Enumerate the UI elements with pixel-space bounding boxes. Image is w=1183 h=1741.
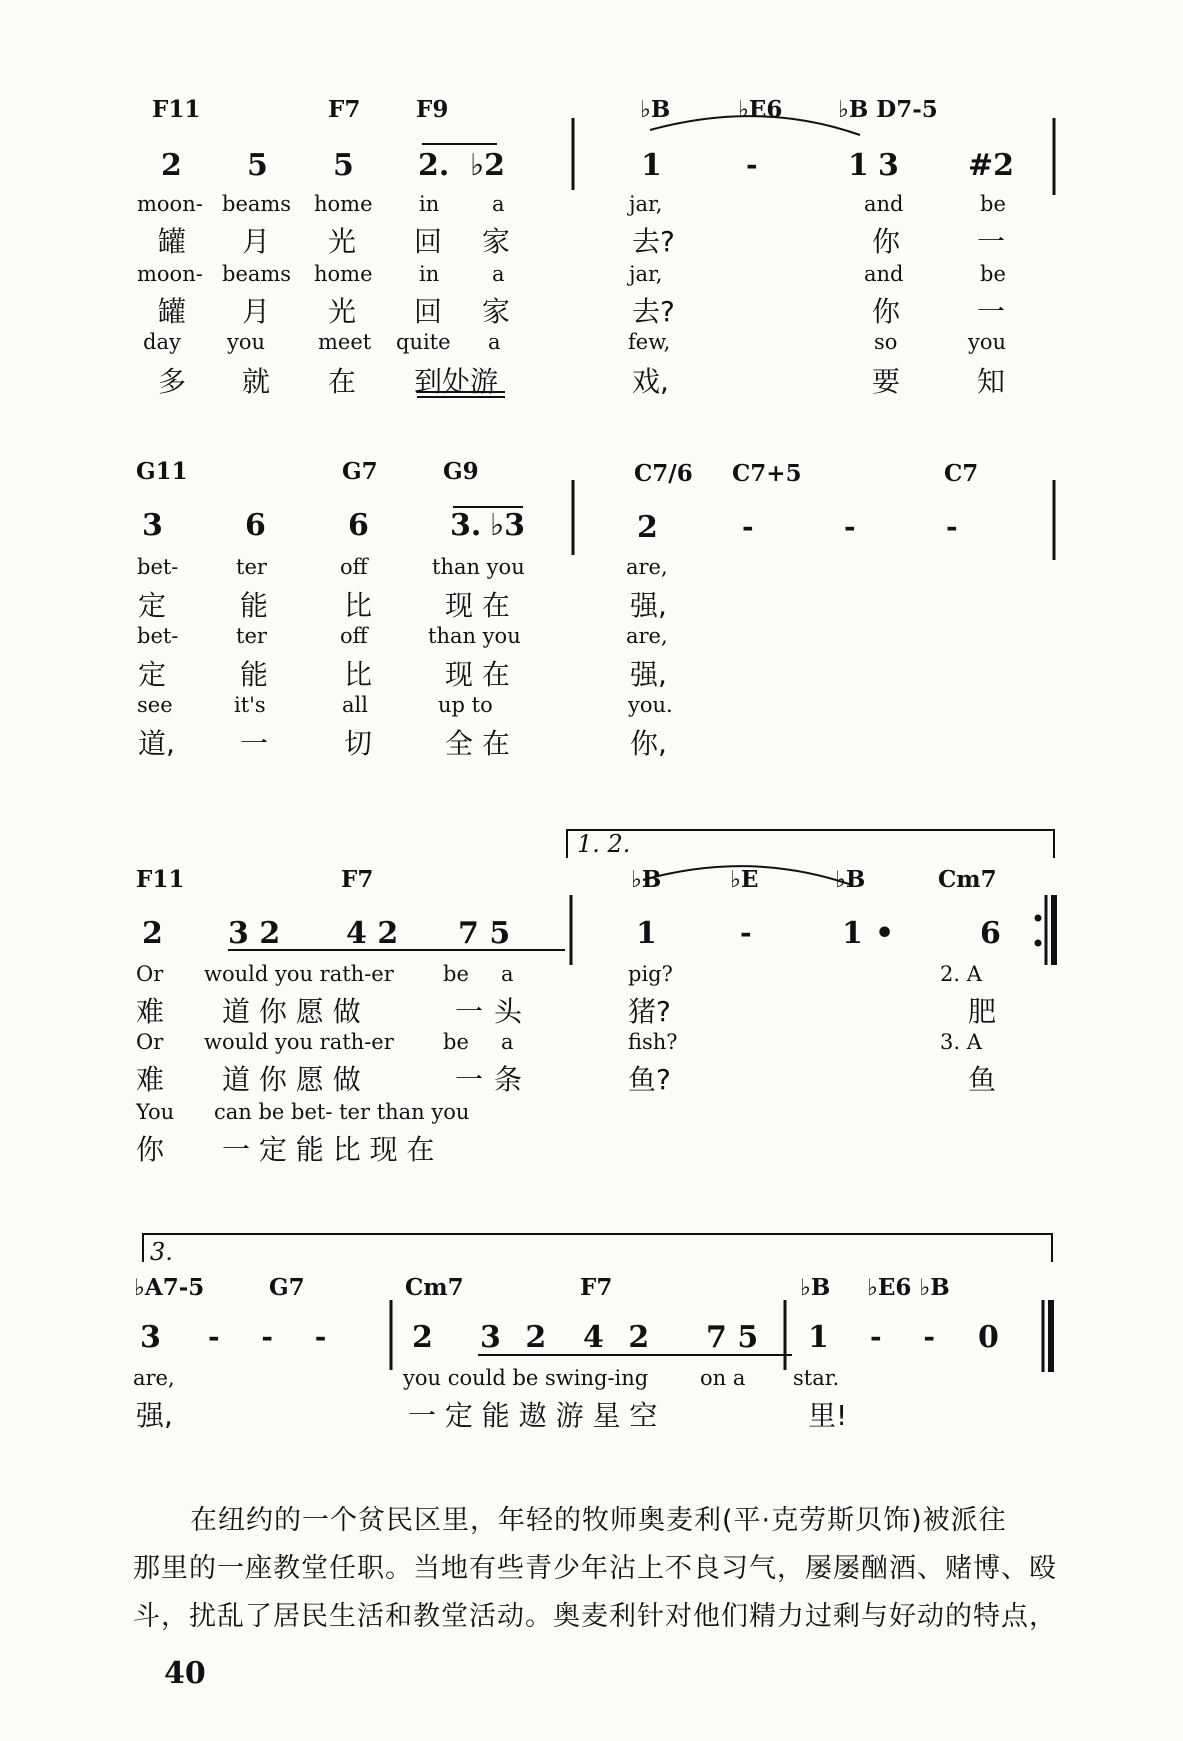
lyric: on a [700,1366,746,1390]
note: 7 5 [458,916,511,951]
lyric: 全 在 [445,727,510,760]
chord: Cm7 [938,866,997,893]
lyric: 难 [136,1063,165,1096]
lyric: and [864,262,904,286]
lyric: 罐 [158,295,187,328]
lyric: 月 [242,295,271,328]
note: - [742,510,754,543]
note: 6 [245,508,266,543]
lyric: can be bet- ter than you [214,1100,470,1124]
lyric: 现 在 [445,658,510,691]
lyric: 定 [138,589,167,622]
lyric: see [137,693,173,717]
note: - [844,510,856,543]
chord: F9 [416,96,449,123]
chord: C7 [944,460,979,487]
note: 5 [333,148,354,183]
note: - - [870,1320,951,1353]
lyric: 头 [494,995,523,1028]
lyric: 鱼? [628,1063,671,1096]
lyric: moon- [137,262,203,286]
lyric: fish? [628,1030,678,1054]
lyric: 一 [240,727,269,760]
chord: F7 [580,1274,613,1301]
chord: ♭A7-5 [134,1274,205,1301]
lyric: would you rath-er [204,1030,394,1054]
lyric: beams [222,262,292,286]
lyric: you [968,330,1007,354]
chord: Cm7 [405,1274,464,1301]
lyric: 肥 [968,995,997,1028]
chord: ♭B [800,1274,831,1301]
lyric: few, [628,330,671,354]
lyric: all [342,693,368,717]
note: 0 [978,1320,999,1355]
lyric: 回 [414,295,443,328]
chord: F11 [152,96,201,123]
chord: C7+5 [732,460,802,487]
lyric: 月 [242,225,271,258]
lyric: a [501,962,514,986]
lyric: 罐 [158,225,187,258]
note: 1 [842,916,863,951]
note: 1 [848,148,869,183]
lyric: 强, [136,1399,173,1432]
lyric: 一 [977,225,1006,258]
lyric: 光 [328,225,357,258]
lyric: star. [793,1366,840,1390]
lyric: 就 [242,365,271,398]
note: 2 [161,148,182,183]
lyric: home [314,192,373,216]
lyric: you. [628,693,673,717]
lyric: are, [626,555,668,579]
chord: ♭B [640,96,671,123]
note: 3 2 [228,916,281,951]
note: 3 [142,508,163,543]
note: 2 [142,916,163,951]
chord: F7 [341,866,374,893]
note: ♭3 [490,508,526,543]
lyric: 强, [630,658,667,691]
lyric: 能 [240,658,269,691]
lyric: 你, [630,727,667,760]
chord: ♭E6 [738,96,783,123]
note: 5 [247,148,268,183]
chord: ♭E [730,866,759,893]
chord: G11 [136,458,188,485]
lyric: a [501,1030,514,1054]
lyric: be [443,1030,469,1054]
paragraph-line: 那里的一座教堂任职。当地有些青少年沾上不良习气，屡屡酗酒、赌博、殴 [133,1553,1057,1584]
note: #2 [968,148,1015,183]
lyric: be [443,962,469,986]
lyric: 到处游 [414,365,499,398]
lyric: in [419,262,440,286]
lyric: 你 [872,295,901,328]
lyric: are, [133,1366,175,1390]
lyric: 一 [977,295,1006,328]
paragraph-line: 斗，扰乱了居民生活和教堂活动。奥麦利针对他们精力过剩与好动的特点， [133,1601,1057,1632]
note: 3 [878,148,899,183]
lyric: you could be swing-ing [403,1366,649,1390]
lyric: 知 [977,365,1006,398]
lyric: a [492,192,505,216]
lyric: and [864,192,904,216]
lyric: so [874,330,898,354]
lyric: bet- [137,624,179,648]
lyric: 里! [808,1399,848,1432]
volta-label: 3. [150,1238,173,1266]
lyric: home [314,262,373,286]
lyric: Or [136,962,164,986]
lyric: 能 [240,589,269,622]
note: 1 [641,148,662,183]
lyric: 切 [344,727,373,760]
lyric: 戏, [632,365,669,398]
lyric: 去? [632,295,675,328]
lyric: off [340,555,368,579]
lyric: You [136,1100,175,1124]
lyric: 去? [632,225,675,258]
note: 3. [450,508,482,543]
lyric: bet- [137,555,179,579]
lyric: quite [396,330,451,354]
volta-label: 1. 2. [577,830,631,858]
note: - [746,148,758,181]
lyric: 你 [136,1133,165,1166]
note: 4 2 [346,916,399,951]
lyric: than you [428,624,521,648]
lyric: day [143,330,181,354]
chord: G7 [342,458,378,485]
note: 4 2 [583,1320,650,1355]
lyric: 现 在 [445,589,510,622]
note: 2 [637,510,658,545]
note: 3 [140,1320,161,1355]
lyric: 在 [328,365,357,398]
lyric: a [492,262,505,286]
lyric: 道, [138,727,175,760]
lyric: jar, [629,262,663,286]
chord: ♭B [631,866,662,893]
chord: G9 [443,458,479,485]
note: 6 [348,508,369,543]
lyric: 比 [344,589,373,622]
note: 2 [412,1320,433,1355]
lyric: 强, [630,589,667,622]
paragraph-line: 在纽约的一个贫民区里，年轻的牧师奥麦利(平·克劳斯贝饰)被派往 [190,1505,1007,1536]
lyric: meet [318,330,372,354]
lyric: beams [222,192,292,216]
lyric: are, [626,624,668,648]
lyric: 多 [158,365,187,398]
lyric: than you [432,555,525,579]
lyric: off [340,624,368,648]
note: 1 [636,916,657,951]
lyric: 条 [494,1063,523,1096]
lyric: 2. A [940,962,982,986]
lyric: 难 [136,995,165,1028]
lyric: would you rath-er [204,962,394,986]
note: 1 [808,1320,829,1355]
lyric: ter [236,624,267,648]
lyric: a [488,330,501,354]
note: ♭2 [470,148,506,183]
lyric: 道 你 愿 做 [222,1063,361,1096]
page-number: 40 [164,1656,206,1691]
lyric: 你 [872,225,901,258]
lyric: 比 [344,658,373,691]
lyric: 要 [872,365,901,398]
lyric: it's [234,693,266,717]
lyric: be [980,262,1006,286]
chord: F7 [328,96,361,123]
chord: ♭B D7-5 [838,96,938,123]
lyric: you [227,330,266,354]
lyric: pig? [628,962,673,986]
note: - [946,510,958,543]
lyric: be [980,192,1006,216]
lyric: 定 [138,658,167,691]
chord: ♭B [835,866,866,893]
lyric: 一 [455,995,484,1028]
chord: ♭E6 ♭B [867,1274,950,1301]
lyric: 家 [482,225,511,258]
lyric: 3. A [940,1030,982,1054]
lyric: 光 [328,295,357,328]
lyric: moon- [137,192,203,216]
lyric: 一 定 能 比 现 在 [222,1133,435,1166]
note: 3 2 [480,1320,547,1355]
lyric: 道 你 愿 做 [222,995,361,1028]
note: - [740,916,752,949]
note: 6 [980,916,1001,951]
lyric: 一 [455,1063,484,1096]
lyric: ter [236,555,267,579]
note: 7 5 [706,1320,759,1355]
lyric: 一 定 能 遨 游 星 空 [408,1399,658,1432]
lyric: 鱼 [968,1063,997,1096]
note: 2. [418,148,450,183]
chord: G7 [269,1274,305,1301]
lyric: in [419,192,440,216]
note: - - - [208,1320,343,1353]
lyric: 猪? [628,995,671,1028]
lyric: jar, [629,192,663,216]
chord: C7/6 [634,460,693,487]
note: • [875,916,895,951]
lyric: 回 [414,225,443,258]
lyric: Or [136,1030,164,1054]
lyric: up to [438,693,493,717]
lyric: 家 [482,295,511,328]
chord: F11 [136,866,185,893]
